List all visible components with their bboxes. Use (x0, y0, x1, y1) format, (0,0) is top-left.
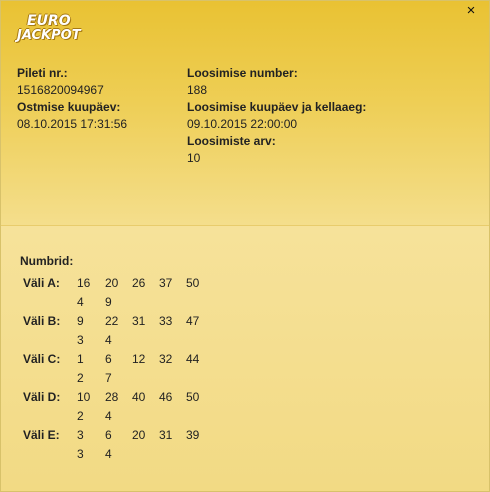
draw-datetime-label: Loosimise kuupäev ja kellaaeg: (187, 100, 367, 114)
purchase-date-label: Ostmise kuupäev: (17, 100, 121, 114)
euro-number: 4 (77, 295, 84, 309)
main-number: 20 (132, 428, 146, 442)
main-number: 47 (186, 314, 200, 328)
numbers-title: Numbrid: (20, 254, 74, 268)
field-label: Väli A: (23, 276, 60, 290)
main-number: 3 (77, 428, 84, 442)
main-number: 22 (105, 314, 119, 328)
main-number: 10 (77, 390, 91, 404)
euro-number: 3 (77, 333, 84, 347)
main-number: 31 (132, 314, 146, 328)
main-number: 33 (159, 314, 173, 328)
main-number: 28 (105, 390, 119, 404)
main-number: 31 (159, 428, 173, 442)
eurojackpot-logo (17, 14, 81, 48)
field-label: Väli D: (23, 390, 61, 404)
purchase-date: 08.10.2015 17:31:56 (17, 117, 128, 131)
main-number: 46 (159, 390, 173, 404)
field-label: Väli B: (23, 314, 61, 328)
logo-line-2: JACKPOT (17, 28, 81, 43)
main-number: 6 (105, 352, 112, 366)
euro-number: 2 (77, 371, 84, 385)
main-number: 9 (77, 314, 84, 328)
draws-count: 10 (187, 151, 201, 165)
main-number: 39 (186, 428, 200, 442)
field-label: Väli E: (23, 428, 60, 442)
euro-number: 4 (105, 447, 112, 461)
ticket-number-label: Pileti nr.: (17, 66, 68, 80)
euro-number: 3 (77, 447, 84, 461)
field-label: Väli C: (23, 352, 61, 366)
close-icon[interactable]: × (466, 2, 476, 19)
euro-number: 4 (105, 333, 112, 347)
main-number: 1 (77, 352, 84, 366)
main-number: 32 (159, 352, 173, 366)
draw-number: 188 (187, 83, 208, 97)
ticket-header (1, 1, 489, 226)
draw-number-label: Loosimise number: (187, 66, 298, 80)
logo-line-1: EURO (27, 13, 71, 29)
draw-datetime: 09.10.2015 22:00:00 (187, 117, 298, 131)
main-number: 40 (132, 390, 146, 404)
main-number: 37 (159, 276, 173, 290)
euro-number: 2 (77, 409, 84, 423)
euro-number: 4 (105, 409, 112, 423)
main-number: 50 (186, 276, 200, 290)
main-number: 12 (132, 352, 146, 366)
euro-number: 7 (105, 371, 112, 385)
main-number: 16 (77, 276, 91, 290)
main-number: 44 (186, 352, 200, 366)
main-number: 20 (105, 276, 119, 290)
draws-count-label: Loosimiste arv: (187, 134, 276, 148)
main-number: 50 (186, 390, 200, 404)
main-number: 26 (132, 276, 146, 290)
ticket-number: 1516820094967 (17, 83, 104, 97)
main-number: 6 (105, 428, 112, 442)
euro-number: 9 (105, 295, 112, 309)
